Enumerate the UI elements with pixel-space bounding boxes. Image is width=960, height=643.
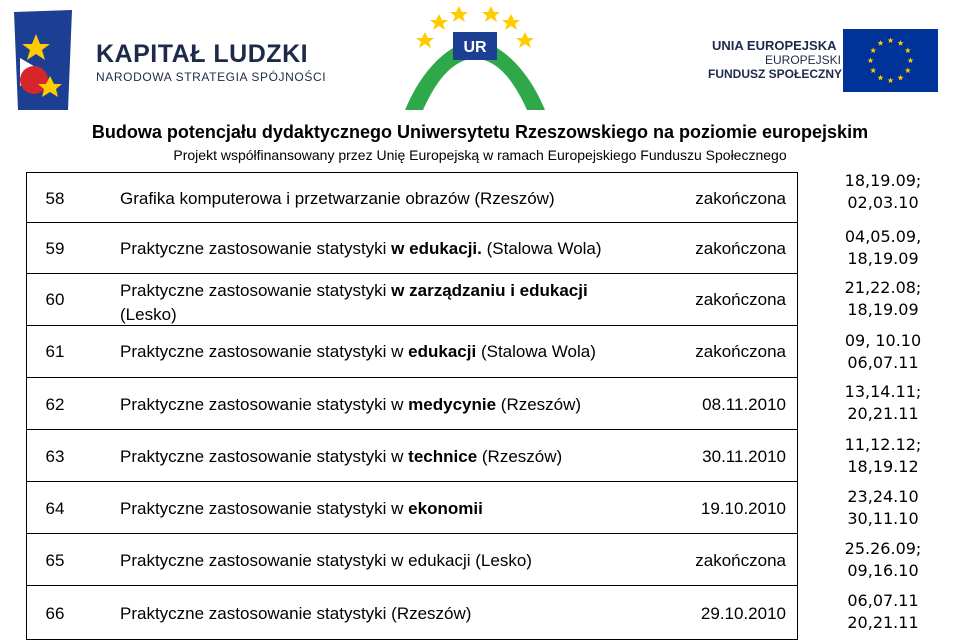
- eu-subtitle-2: FUNDUSZ SPOŁECZNY: [708, 67, 843, 81]
- table-border-right: [797, 172, 798, 640]
- table-row: [26, 172, 798, 223]
- course-name: Praktyczne zastosowanie statystyki w technice (Rzeszów): [120, 447, 563, 466]
- table-row: [26, 223, 798, 274]
- course-name: Praktyczne zastosowanie statystyki w medycynie (Rzeszów): [120, 395, 582, 414]
- date-cell: 04,05.09, 18,19.09: [844, 227, 922, 268]
- course-name: Praktyczne zastosowanie statystyki w ekonomii: [120, 499, 483, 518]
- kapital-ludzki-logo-icon: [10, 6, 76, 116]
- course-name: Praktyczne zastosowanie statystyki w edukacji (Lesko): [120, 551, 532, 570]
- date-cell: 06,07.11 20,21.11: [847, 591, 919, 632]
- course-status: 30.11.2010: [702, 447, 786, 466]
- row-number: 65: [45, 551, 65, 570]
- date-cell: 23,24.10 30,11.10: [847, 487, 919, 528]
- svg-text:UR: UR: [463, 39, 487, 56]
- course-status: 19.10.2010: [700, 499, 786, 518]
- course-status: zakończona: [695, 342, 786, 361]
- course-name: Praktyczne zastosowanie statystyki w edukacji (Stalowa Wola): [120, 342, 596, 361]
- table-row: [26, 534, 798, 586]
- row-number: 62: [45, 395, 65, 414]
- row-number: 58: [45, 189, 65, 208]
- course-status: zakończona: [695, 551, 786, 570]
- date-cell: 25.26.09; 09,16.10: [844, 539, 922, 580]
- page-header: [0, 0, 960, 118]
- row-number: 59: [45, 239, 65, 258]
- course-status: zakończona: [695, 290, 786, 309]
- row-number: 66: [45, 604, 65, 623]
- course-status: 29.10.2010: [700, 604, 786, 623]
- course-name: Grafika komputerowa i przetwarzanie obrazów (Rzeszów): [120, 189, 555, 208]
- project-title: Budowa potencjału dydaktycznego Uniwersytetu Rzeszowskiego na poziomie europejskim: [91, 122, 869, 142]
- table-row: [26, 326, 798, 378]
- row-number: 60: [45, 290, 65, 309]
- table-row: [26, 274, 798, 326]
- eu-title: UNIA EUROPEJSKA: [712, 38, 837, 53]
- eu-flag-icon: [843, 29, 938, 92]
- date-cell: 21,22.08; 18,19.09: [844, 278, 922, 319]
- date-cell: 11,12.12; 18,19.12: [844, 435, 922, 476]
- table-row: [26, 586, 798, 640]
- date-cell: 18,19.09; 02,03.10: [844, 171, 922, 212]
- row-number: 61: [45, 342, 65, 361]
- row-number: 63: [45, 447, 65, 466]
- date-cell: 13,14.11; 20,21.11: [844, 382, 922, 423]
- project-subtitle: Projekt współfinansowany przez Unię Europejską w ramach Europejskiego Funduszu Społecznego: [173, 147, 787, 163]
- date-cell: 09, 10.10 06,07.11: [844, 331, 922, 372]
- table-row: [26, 378, 798, 430]
- kapital-ludzki-subtitle: NARODOWA STRATEGIA SPÓJNOŚCI: [96, 70, 327, 84]
- eu-subtitle-1: EUROPEJSKI: [765, 53, 842, 67]
- course-status: zakończona: [695, 239, 786, 258]
- course-name: Praktyczne zastosowanie statystyki (Rzeszów): [120, 604, 472, 623]
- kapital-ludzki-title: KAPITAŁ LUDZKI: [96, 40, 309, 68]
- course-name: Praktyczne zastosowanie statystyki w zarządzaniu i edukacji (Lesko): [120, 281, 588, 324]
- university-logo-icon: [395, 2, 555, 114]
- course-status: 08.11.2010: [702, 395, 786, 414]
- table-row: [26, 482, 798, 534]
- row-number: 64: [45, 499, 65, 518]
- course-status: zakończona: [695, 189, 786, 208]
- table-row: [26, 430, 798, 482]
- course-name: Praktyczne zastosowanie statystyki w edukacji. (Stalowa Wola): [120, 239, 602, 258]
- table-border-left: [26, 172, 27, 640]
